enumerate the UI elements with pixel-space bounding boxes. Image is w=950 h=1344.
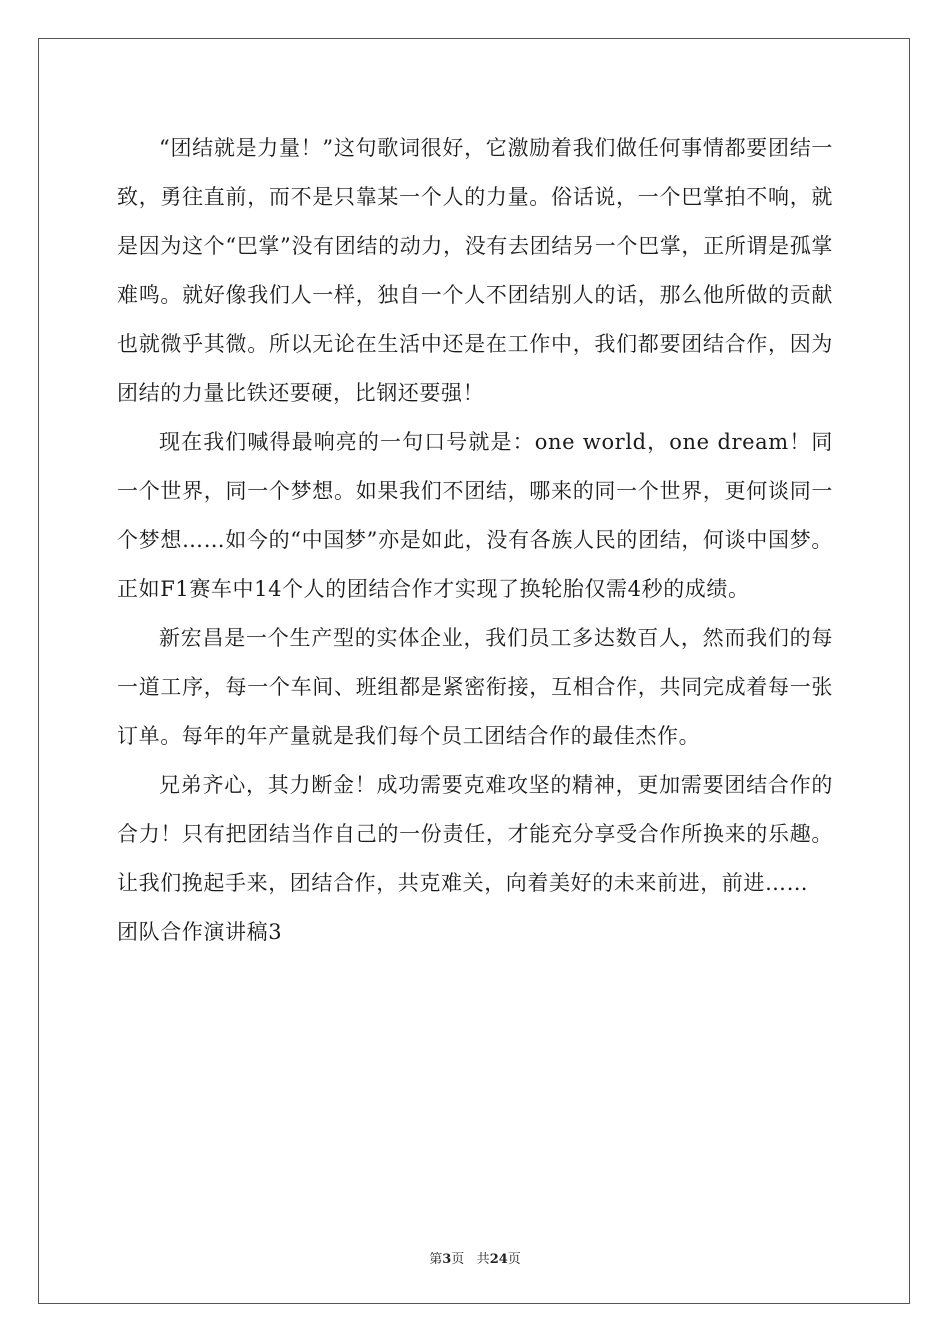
page-number: 3	[442, 1252, 452, 1267]
page-label-suffix: 页	[451, 1252, 465, 1267]
paragraph-unity-is-strength: “团结就是力量！”这句歌词很好，它激励着我们做任何事情都要团结一致，勇往直前，而不是只靠某一个人的力量。俗话说，一个巴掌拍不响，就是因为这个“巴掌”没有团结的动力，没有去团结另一个巴掌，正所谓是孤掌难鸣。就好像我们人一样，独自一个人不团结别人的话，那么他所做的贡献也就微乎其微。所以无论在生活中还是在工作中，我们都要团结合作，因为团结的力量比铁还要硬，比钢还要强！	[117, 136, 833, 405]
paragraph-one-world-one-dream: 现在我们喊得最响亮的一句口号就是：one world，one dream！同一个世界，同一个梦想。如果我们不团结，哪来的同一个世界，更何谈同一个梦想……如今的“中国梦”亦是如此，没有各族人民的团结，何谈中国梦。正如F1赛车中14个人的团结合作才实现了换轮胎仅需4秒的成绩。	[117, 430, 833, 601]
paragraph-brothers-united: 兄弟齐心，其力断金！成功需要克难攻坚的精神，更加需要团结合作的合力！只有把团结当作自己的一份责任，才能充分享受合作所换来的乐趣。让我们挽起手来，团结合作，共克难关，向着美好的未来前进，前进……	[117, 773, 833, 895]
total-pages: 24	[489, 1252, 508, 1267]
document-body	[117, 124, 833, 957]
page-label-prefix: 第	[429, 1252, 443, 1267]
total-label-prefix: 共	[476, 1252, 490, 1267]
page-footer	[0, 1248, 950, 1267]
total-label-suffix: 页	[507, 1252, 521, 1267]
paragraph-company-teamwork: 新宏昌是一个生产型的实体企业，我们员工多达数百人，然而我们的每一道工序，每一个车间、班组都是紧密衔接，互相合作，共同完成着每一张订单。每年的年产量就是我们每个员工团结合作的最佳杰作。	[117, 626, 833, 748]
section-heading: 团队合作演讲稿3	[117, 920, 283, 944]
